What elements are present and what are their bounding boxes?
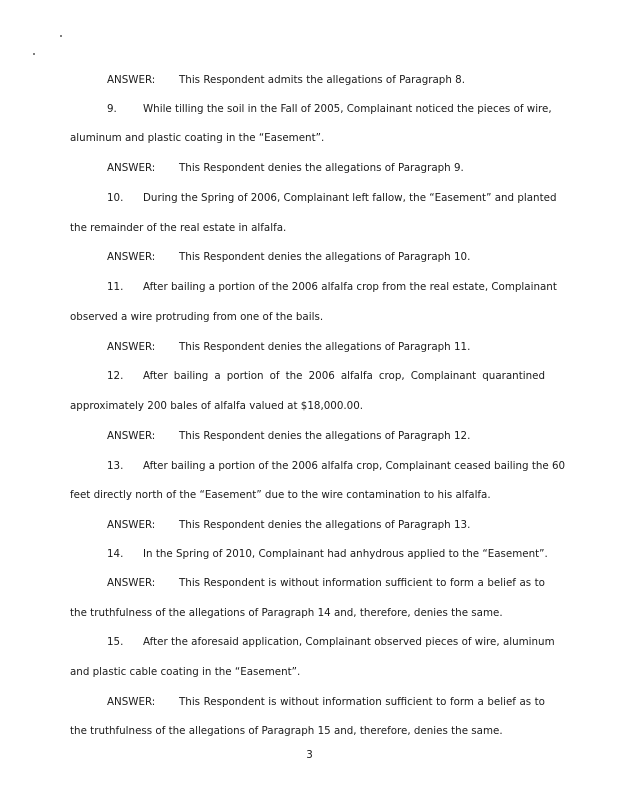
paragraph-10-line1 <box>107 191 557 205</box>
scan-speck <box>60 35 62 37</box>
paragraph-number: 10. <box>107 192 124 204</box>
paragraph-12-line2: approximately 200 bales of alfalfa valued at $18,000.00. <box>70 400 364 412</box>
paragraph-12-line1 <box>107 369 545 383</box>
paragraph-13-line2: feet directly north of the “Easement” due to the wire contamination to his alfalfa. <box>70 489 491 501</box>
paragraph-11-line2: observed a wire protruding from one of the bails. <box>70 311 324 323</box>
answer-12 <box>107 429 545 443</box>
answer-text: This Respondent denies the allegations of Paragraph 11. <box>179 341 471 353</box>
paragraph-number: 15. <box>107 636 124 648</box>
answer-15-line1 <box>107 695 545 709</box>
paragraph-9-line2: aluminum and plastic coating in the “Easement”. <box>70 132 325 144</box>
answer-label: ANSWER: <box>107 74 156 86</box>
page-number: 3 <box>306 749 313 761</box>
answer-text: This Respondent denies the allegations of Paragraph 10. <box>179 251 471 263</box>
paragraph-text: While tilling the soil in the Fall of 2005, Complainant noticed the pieces of wire, <box>143 103 552 115</box>
answer-label: ANSWER: <box>107 430 156 442</box>
paragraph-number: 12. <box>107 370 124 382</box>
paragraph-text: In the Spring of 2010, Complainant had anhydrous applied to the “Easement”. <box>143 548 548 560</box>
answer-15-line2: the truthfulness of the allegations of Paragraph 15 and, therefore, denies the same. <box>70 725 503 737</box>
answer-text: This Respondent admits the allegations of Paragraph 8. <box>179 74 465 86</box>
answer-text: This Respondent denies the allegations of Paragraph 13. <box>179 519 471 531</box>
paragraph-10-line2: the remainder of the real estate in alfalfa. <box>70 222 287 234</box>
paragraph-15-line2: and plastic cable coating in the “Easement”. <box>70 666 301 678</box>
answer-label: ANSWER: <box>107 341 156 353</box>
scan-speck <box>33 53 35 55</box>
paragraph-text: After bailing a portion of the 2006 alfalfa crop, Complainant ceased bailing the 60 <box>143 460 566 472</box>
answer-label: ANSWER: <box>107 251 156 263</box>
answer-11 <box>107 340 545 354</box>
answer-14-line1 <box>107 576 545 590</box>
answer-text: This Respondent is without information sufficient to form a belief as to <box>179 696 545 708</box>
answer-8 <box>107 73 545 87</box>
answer-label: ANSWER: <box>107 162 156 174</box>
answer-text: This Respondent is without information sufficient to form a belief as to <box>179 577 545 589</box>
answer-10 <box>107 250 545 264</box>
paragraph-text: After the aforesaid application, Complainant observed pieces of wire, aluminum <box>143 636 555 648</box>
answer-9 <box>107 161 545 175</box>
answer-text: This Respondent denies the allegations of Paragraph 9. <box>179 162 464 174</box>
paragraph-number: 11. <box>107 281 124 293</box>
paragraph-text: After bailing a portion of the 2006 alfalfa crop from the real estate, Complainant <box>143 281 557 293</box>
paragraph-14-line1 <box>107 547 548 561</box>
answer-label: ANSWER: <box>107 577 156 589</box>
paragraph-15-line1 <box>107 635 555 649</box>
paragraph-number: 14. <box>107 548 124 560</box>
answer-14-line2: the truthfulness of the allegations of Paragraph 14 and, therefore, denies the same. <box>70 607 503 619</box>
answer-13 <box>107 518 545 532</box>
paragraph-11-line1 <box>107 280 557 294</box>
answer-text: This Respondent denies the allegations of Paragraph 12. <box>179 430 471 442</box>
answer-label: ANSWER: <box>107 519 156 531</box>
paragraph-text: After bailing a portion of the 2006 alfalfa crop, Complainant quarantined <box>143 370 545 382</box>
paragraph-number: 13. <box>107 460 124 472</box>
paragraph-9-line1 <box>107 102 552 116</box>
paragraph-text: During the Spring of 2006, Complainant left fallow, the “Easement” and planted <box>143 192 557 204</box>
answer-label: ANSWER: <box>107 696 156 708</box>
paragraph-13-line1 <box>107 459 566 473</box>
paragraph-number: 9. <box>107 103 117 115</box>
